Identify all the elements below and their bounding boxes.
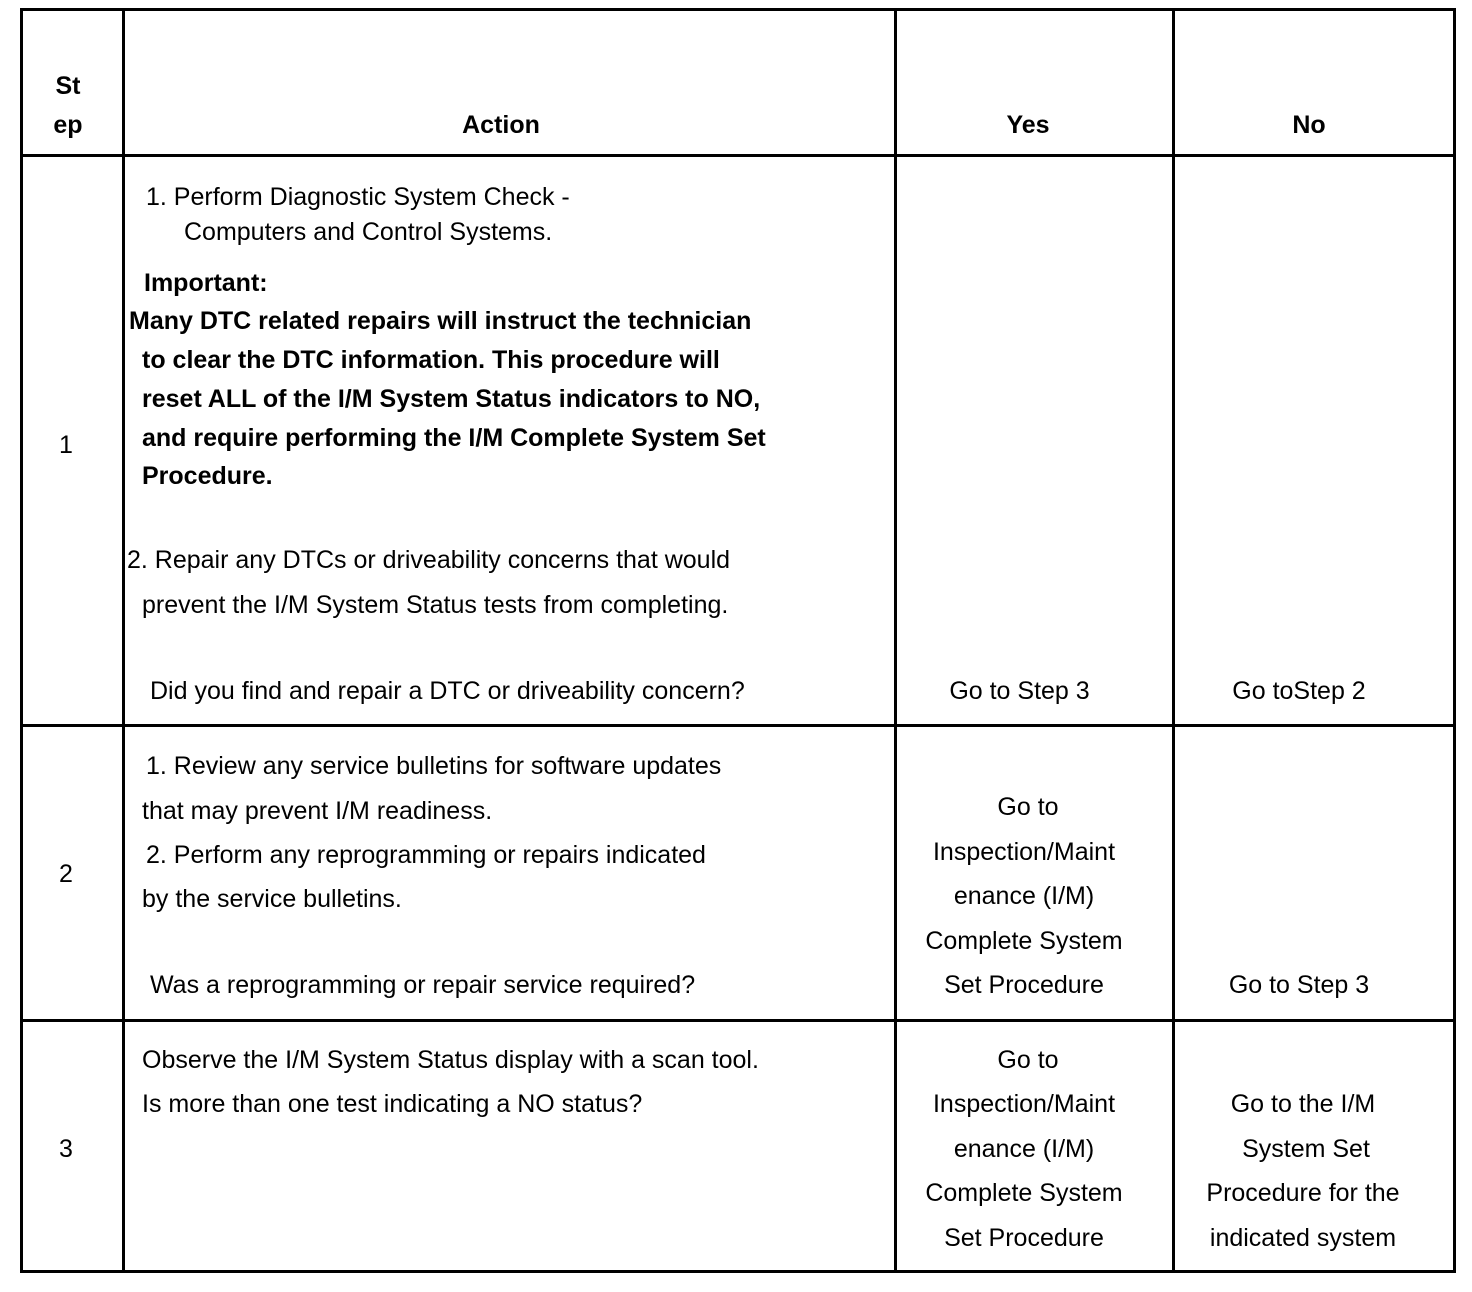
- action-text: by the service bulletins.: [142, 885, 402, 913]
- action-text: 1. Perform Diagnostic System Check -: [146, 183, 570, 211]
- row-divider: [23, 154, 1453, 157]
- important-text: reset ALL of the I/M System Status indicators to NO,: [142, 385, 761, 413]
- important-text: and require performing the I/M Complete System Set: [142, 424, 766, 452]
- diagnostic-table: [20, 8, 1456, 1273]
- no-outcome: System Set: [1242, 1135, 1370, 1163]
- yes-outcome: Inspection/Maint: [932, 1090, 1116, 1118]
- no-outcome: Go to the I/M: [1230, 1090, 1376, 1118]
- yes-outcome: Go to: [997, 793, 1059, 821]
- yes-outcome: enance (I/M): [953, 1135, 1095, 1163]
- step-number: 1: [59, 431, 73, 459]
- action-text: 2. Perform any reprogramming or repairs indicated: [146, 841, 706, 869]
- yes-outcome: Go to: [997, 1046, 1059, 1074]
- action-text: Observe the I/M System Status display with a scan tool.: [142, 1046, 759, 1074]
- action-text: Computers and Control Systems.: [184, 218, 553, 246]
- step-number: 2: [59, 860, 73, 888]
- action-question: Was a reprogramming or repair service required?: [150, 971, 696, 999]
- yes-outcome: Inspection/Maint: [932, 838, 1116, 866]
- action-text: 2. Repair any DTCs or driveability concerns that would: [127, 546, 731, 574]
- yes-outcome: Set Procedure: [944, 971, 1104, 999]
- no-outcome: Go toStep 2: [1232, 677, 1366, 705]
- yes-outcome: Set Procedure: [944, 1224, 1104, 1252]
- yes-outcome: enance (I/M): [953, 882, 1095, 910]
- yes-outcome: Go to Step 3: [949, 677, 1090, 705]
- row-divider: [23, 724, 1453, 727]
- yes-outcome: Complete System: [925, 927, 1123, 955]
- header-no: No: [1292, 111, 1326, 139]
- action-text: that may prevent I/M readiness.: [142, 797, 493, 825]
- column-divider: [122, 11, 125, 1270]
- no-outcome: indicated system: [1209, 1224, 1397, 1252]
- step-number: 3: [59, 1135, 73, 1163]
- column-divider: [1172, 11, 1175, 1270]
- column-divider: [894, 11, 897, 1270]
- header-action: Action: [462, 111, 540, 139]
- header-step-line1: St: [55, 72, 81, 100]
- no-outcome: Procedure for the: [1206, 1179, 1400, 1207]
- yes-outcome: Complete System: [925, 1179, 1123, 1207]
- important-text: to clear the DTC information. This procedure will: [142, 346, 720, 374]
- important-label: Important:: [144, 269, 268, 297]
- row-divider: [23, 1019, 1453, 1022]
- action-text: prevent the I/M System Status tests from completing.: [142, 591, 729, 619]
- action-text: Is more than one test indicating a NO status?: [142, 1090, 643, 1118]
- action-question: Did you find and repair a DTC or driveability concern?: [150, 677, 745, 705]
- header-step-line2: ep: [53, 111, 83, 139]
- important-text: Many DTC related repairs will instruct the technician: [129, 307, 752, 335]
- header-yes: Yes: [1006, 111, 1050, 139]
- no-outcome: Go to Step 3: [1228, 971, 1370, 999]
- important-text: Procedure.: [142, 462, 273, 490]
- action-text: 1. Review any service bulletins for software updates: [146, 752, 722, 780]
